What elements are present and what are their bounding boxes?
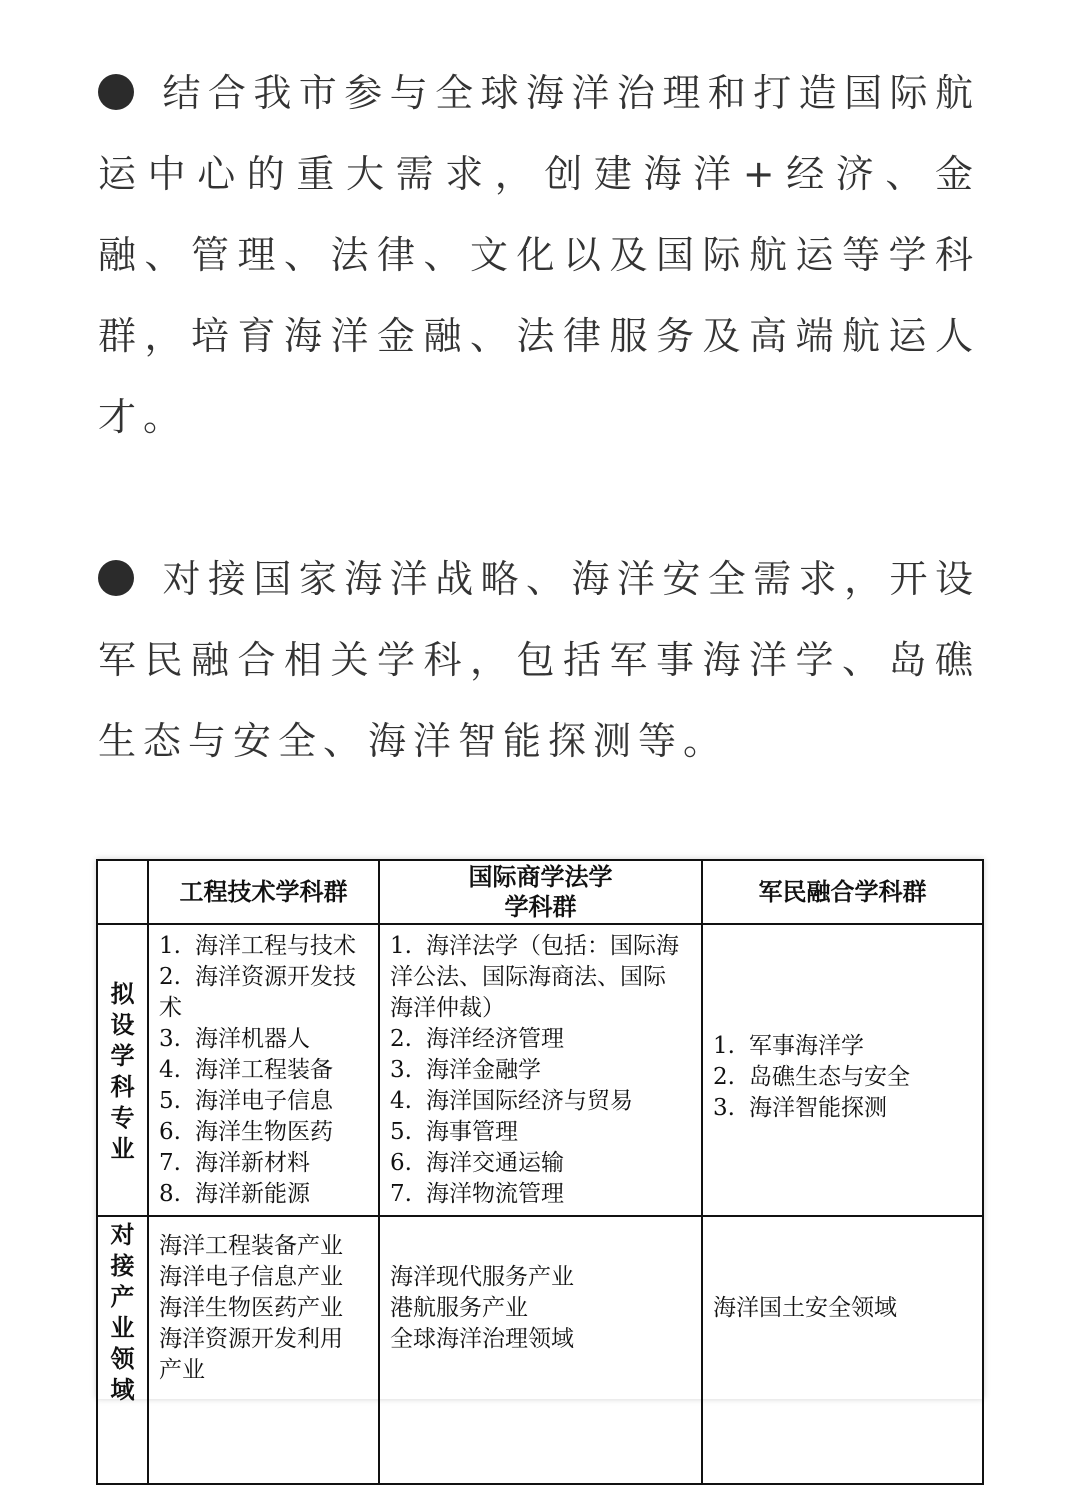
list-item: 6. 海洋交通运输: [390, 1149, 564, 1176]
list-item: 2. 海洋经济管理: [390, 1025, 564, 1052]
row-label-char: 业: [110, 1134, 135, 1163]
row-label-char: 学: [110, 1041, 135, 1070]
row-label-char: 领: [110, 1344, 135, 1373]
row-label-char: 专: [110, 1103, 135, 1132]
row-label-char: 科: [110, 1072, 135, 1101]
paragraph-text: 对接国家海洋战略、海洋安全需求，开设军民融合相关学科，包括军事海洋学、岛礁生态与安全、海洋智能探测等。: [98, 557, 980, 763]
list-item: 海洋仲裁）: [390, 994, 505, 1021]
header-business-law-line2: 学科群: [504, 892, 577, 921]
header-empty-cell: [97, 860, 148, 924]
list-item: 海洋现代服务产业: [390, 1264, 574, 1290]
discipline-table-image: [96, 859, 984, 1404]
list-item: 8. 海洋新能源: [159, 1180, 310, 1207]
list-item: 海洋工程装备产业: [159, 1233, 343, 1259]
cell-military-civil-industries: [702, 1216, 983, 1484]
row-label-majors: [97, 924, 148, 1216]
list-item: 1. 军事海洋学: [713, 1032, 864, 1059]
table-header-row: [97, 860, 983, 924]
list-item: 产业: [159, 1357, 205, 1383]
list-item: 海洋国土安全领域: [713, 1295, 897, 1321]
row-label-char: 接: [110, 1251, 135, 1280]
list-item: 1. 海洋工程与技术: [159, 932, 356, 959]
cell-business-law-majors: [379, 924, 702, 1216]
list-item: 7. 海洋新材料: [159, 1149, 310, 1176]
bullet-icon: [98, 560, 134, 596]
paragraph-military-civil: [98, 539, 980, 782]
list-item: 2. 岛礁生态与安全: [713, 1063, 910, 1090]
list-item: 1. 海洋法学（包括：国际海: [390, 932, 679, 959]
header-business-law: [379, 860, 702, 924]
paragraph-text: 结合我市参与全球海洋治理和打造国际航运中心的重大需求，创建海洋+经济、金融、管理、法律、文化以及国际航运等学科群，培育海洋金融、法律服务及高端航运人才。: [98, 71, 980, 439]
row-label-char: 业: [110, 1313, 135, 1342]
list-item: 7. 海洋物流管理: [390, 1180, 564, 1207]
row-label-char: 域: [110, 1375, 135, 1404]
list-item: 洋公法、国际海商法、国际: [390, 963, 666, 990]
header-business-law-line1: 国际商学法学: [468, 862, 613, 891]
row-label-char: 产: [110, 1282, 135, 1311]
table-row-industries: [97, 1216, 983, 1484]
list-item: 海洋生物医药产业: [159, 1295, 343, 1321]
list-item: 术: [159, 994, 182, 1021]
list-item: 3. 海洋金融学: [390, 1056, 541, 1083]
cell-engineering-majors: [148, 924, 379, 1216]
paragraph-global-ocean: [98, 53, 980, 458]
list-item: 4. 海洋国际经济与贸易: [390, 1087, 633, 1114]
list-item: 5. 海洋电子信息: [159, 1087, 333, 1114]
list-item: 6. 海洋生物医药: [159, 1118, 333, 1145]
row-label-char: 设: [110, 1010, 135, 1039]
list-item: 3. 海洋智能探测: [713, 1094, 887, 1121]
table-row-majors: [97, 924, 983, 1216]
header-engineering: 工程技术学科群: [148, 860, 379, 924]
cell-business-law-industries: [379, 1216, 702, 1484]
cell-military-civil-majors: [702, 924, 983, 1216]
list-item: 3. 海洋机器人: [159, 1025, 310, 1052]
list-item: 2. 海洋资源开发技: [159, 963, 356, 990]
discipline-table: [96, 859, 984, 1485]
list-item: 海洋资源开发利用: [159, 1326, 343, 1352]
list-item: 海洋电子信息产业: [159, 1264, 343, 1290]
bullet-icon: [98, 74, 134, 110]
cell-engineering-industries: [148, 1216, 379, 1484]
header-military-civil: 军民融合学科群: [702, 860, 983, 924]
list-item: 5. 海事管理: [390, 1118, 518, 1145]
list-item: 港航服务产业: [390, 1295, 528, 1321]
row-label-char: 对: [110, 1220, 135, 1249]
list-item: 4. 海洋工程装备: [159, 1056, 333, 1083]
row-label-char: 拟: [110, 979, 135, 1008]
row-label-industries: [97, 1216, 148, 1484]
list-item: 全球海洋治理领域: [390, 1326, 574, 1352]
